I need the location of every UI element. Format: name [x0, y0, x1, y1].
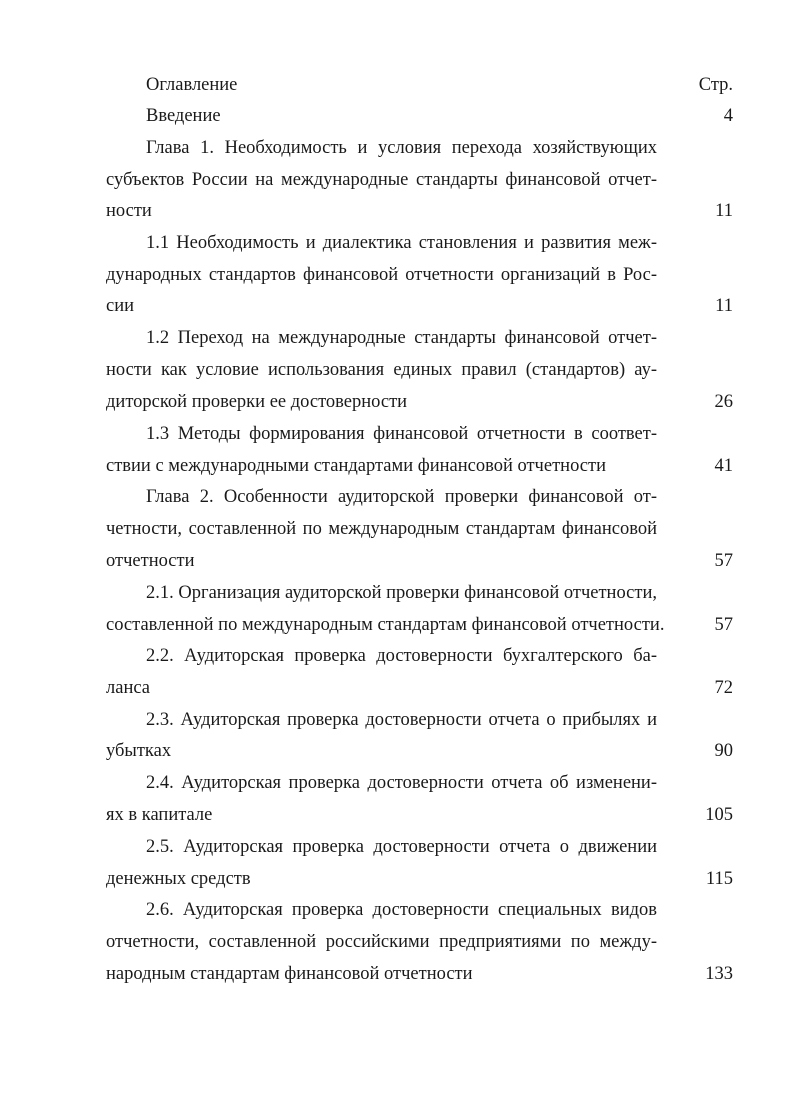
toc-entry-intro-page: 4: [723, 106, 733, 126]
toc-s2-1-line2: составленной по международным стандартам финансовой отчетности.: [106, 615, 665, 635]
toc-chapter1-line2: субъектов России на международные стандарты финансовой отчет-: [106, 170, 657, 190]
toc-chapter2-page: 57: [714, 551, 733, 571]
toc-chapter2-line2: четности, составленной по международным стандартам финансовой: [106, 519, 657, 539]
toc-chapter1-line1: Глава 1. Необходимость и условия перехода хозяйствующих: [146, 138, 657, 158]
toc-s1-3-page: 41: [714, 456, 733, 476]
toc-s1-2-page: 26: [714, 392, 733, 412]
toc-s1-1-line3: сии: [106, 296, 135, 316]
toc-s1-2-line2: ности как условие использования единых правил (стандартов) ау-: [106, 360, 657, 380]
toc-s2-3-line1: 2.3. Аудиторская проверка достоверности отчета о прибылях и: [146, 710, 657, 730]
toc-s1-1-page: 11: [715, 296, 733, 316]
toc-s2-2-line2: ланса: [106, 678, 150, 698]
toc-s2-4-page: 105: [705, 805, 733, 825]
toc-entry-intro-title: Введение: [146, 106, 221, 126]
toc-s2-2-line1: 2.2. Аудиторская проверка достоверности бухгалтерского ба-: [146, 646, 657, 666]
toc-chapter2-line3: отчетности: [106, 551, 195, 571]
toc-heading: Оглавление: [146, 75, 238, 95]
toc-chapter2-line1: Глава 2. Особенности аудиторской проверки финансовой от-: [146, 487, 657, 507]
page-column-label: Стр.: [698, 75, 733, 95]
toc-s1-2-line3: диторской проверки ее достоверности: [106, 392, 408, 412]
toc-s2-4-line2: ях в капитале: [106, 805, 213, 825]
toc-s1-2-line1: 1.2 Переход на международные стандарты финансовой отчет-: [146, 328, 657, 348]
toc-s2-6-line2: отчетности, составленной российскими предприятиями по между-: [106, 932, 657, 952]
toc-s1-1-line2: дународных стандартов финансовой отчетности организаций в Рос-: [106, 265, 657, 285]
toc-chapter1-page: 11: [715, 201, 733, 221]
toc-s1-1-line1: 1.1 Необходимость и диалектика становления и развития меж-: [146, 233, 657, 253]
toc-s2-4-line1: 2.4. Аудиторская проверка достоверности отчета об изменени-: [146, 773, 657, 793]
toc-s2-2-page: 72: [714, 678, 733, 698]
toc-s2-1-page: 57: [714, 615, 733, 635]
toc-chapter1-line3: ности: [106, 201, 152, 221]
toc-s1-3-line1: 1.3 Методы формирования финансовой отчетности в соответ-: [146, 424, 657, 444]
toc-s2-3-page: 90: [714, 741, 733, 761]
toc-s2-5-line1: 2.5. Аудиторская проверка достоверности отчета о движении: [146, 837, 657, 857]
toc-s2-5-page: 115: [705, 869, 733, 889]
toc-s1-3-line2: ствии с международными стандартами финансовой отчетности: [106, 456, 606, 476]
toc-s2-5-line2: денежных средств: [106, 869, 251, 889]
toc-s2-3-line2: убытках: [106, 741, 172, 761]
toc-s2-6-page: 133: [705, 964, 733, 984]
toc-s2-6-line3: народным стандартам финансовой отчетности: [106, 964, 473, 984]
toc-s2-6-line1: 2.6. Аудиторская проверка достоверности специальных видов: [146, 900, 657, 920]
toc-s2-1-line1: 2.1. Организация аудиторской проверки финансовой отчетности,: [146, 583, 657, 603]
